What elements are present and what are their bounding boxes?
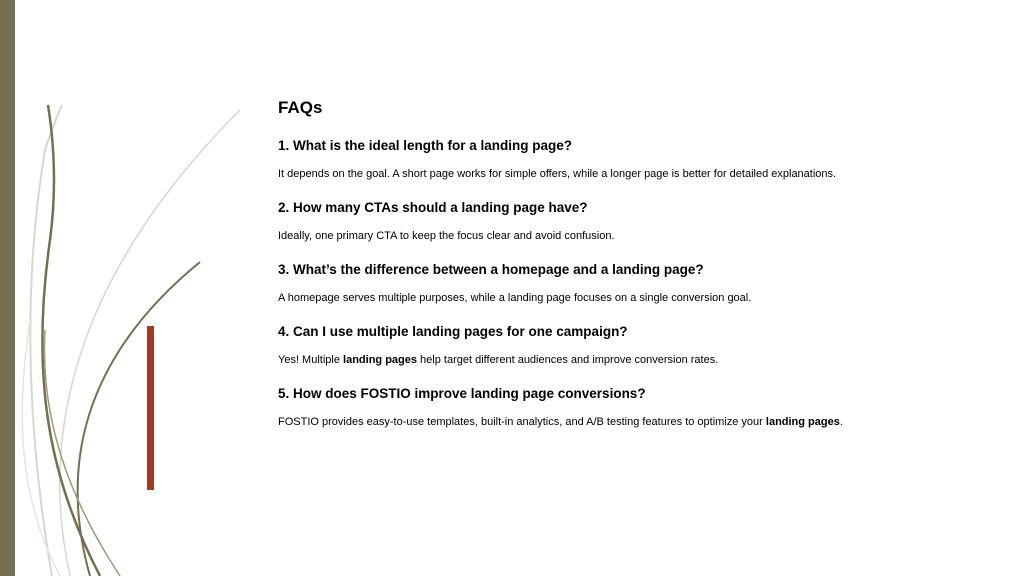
faq-item: [278, 260, 978, 306]
faq-item: [278, 136, 978, 182]
faq-question: 5. How does FOSTIO improve landing page conversions?: [278, 386, 646, 401]
faq-item: [278, 384, 978, 430]
accent-bar: [147, 326, 154, 490]
answer-bold-text: landing pages: [343, 354, 417, 366]
page-title: FAQs: [278, 98, 323, 117]
faq-answer: [278, 228, 978, 244]
faq-answer: [278, 290, 978, 306]
faq-item: [278, 322, 978, 368]
decorative-stems: [0, 0, 260, 576]
answer-bold-text: landing pages: [765, 416, 840, 428]
faq-answer: [278, 352, 978, 368]
answer-text: FOSTIO provides easy-to-use templates, built-in analytics, and A/B testing features to optimize your: [278, 416, 766, 428]
stem-light-1: [30, 105, 62, 576]
faq-question: 1. What is the ideal length for a landing page?: [278, 138, 573, 153]
faq-answer: [278, 166, 978, 182]
stem-dark-1: [42, 105, 100, 576]
answer-text: Ideally, one primary CTA to keep the focus clear and avoid confusion.: [278, 230, 615, 242]
faq-answer: [278, 414, 978, 430]
stem-dark-2: [78, 262, 200, 576]
answer-text: It depends on the goal. A short page works for simple offers, while a longer page is better for detailed explanations.: [278, 168, 837, 180]
faq-question: 4. Can I use multiple landing pages for one campaign?: [278, 324, 628, 339]
faq-question: 3. What’s the difference between a homepage and a landing page?: [278, 262, 704, 277]
answer-text: A homepage serves multiple purposes, while a landing page focuses on a single conversion goal.: [278, 292, 752, 304]
faq-item: [278, 198, 978, 244]
faq-question: 2. How many CTAs should a landing page have?: [278, 200, 588, 215]
answer-text: Yes! Multiple: [278, 354, 344, 366]
faq-content: [278, 96, 978, 446]
answer-text-end: .: [839, 416, 843, 428]
answer-text-end: help target different audiences and improve conversion rates.: [417, 354, 719, 366]
